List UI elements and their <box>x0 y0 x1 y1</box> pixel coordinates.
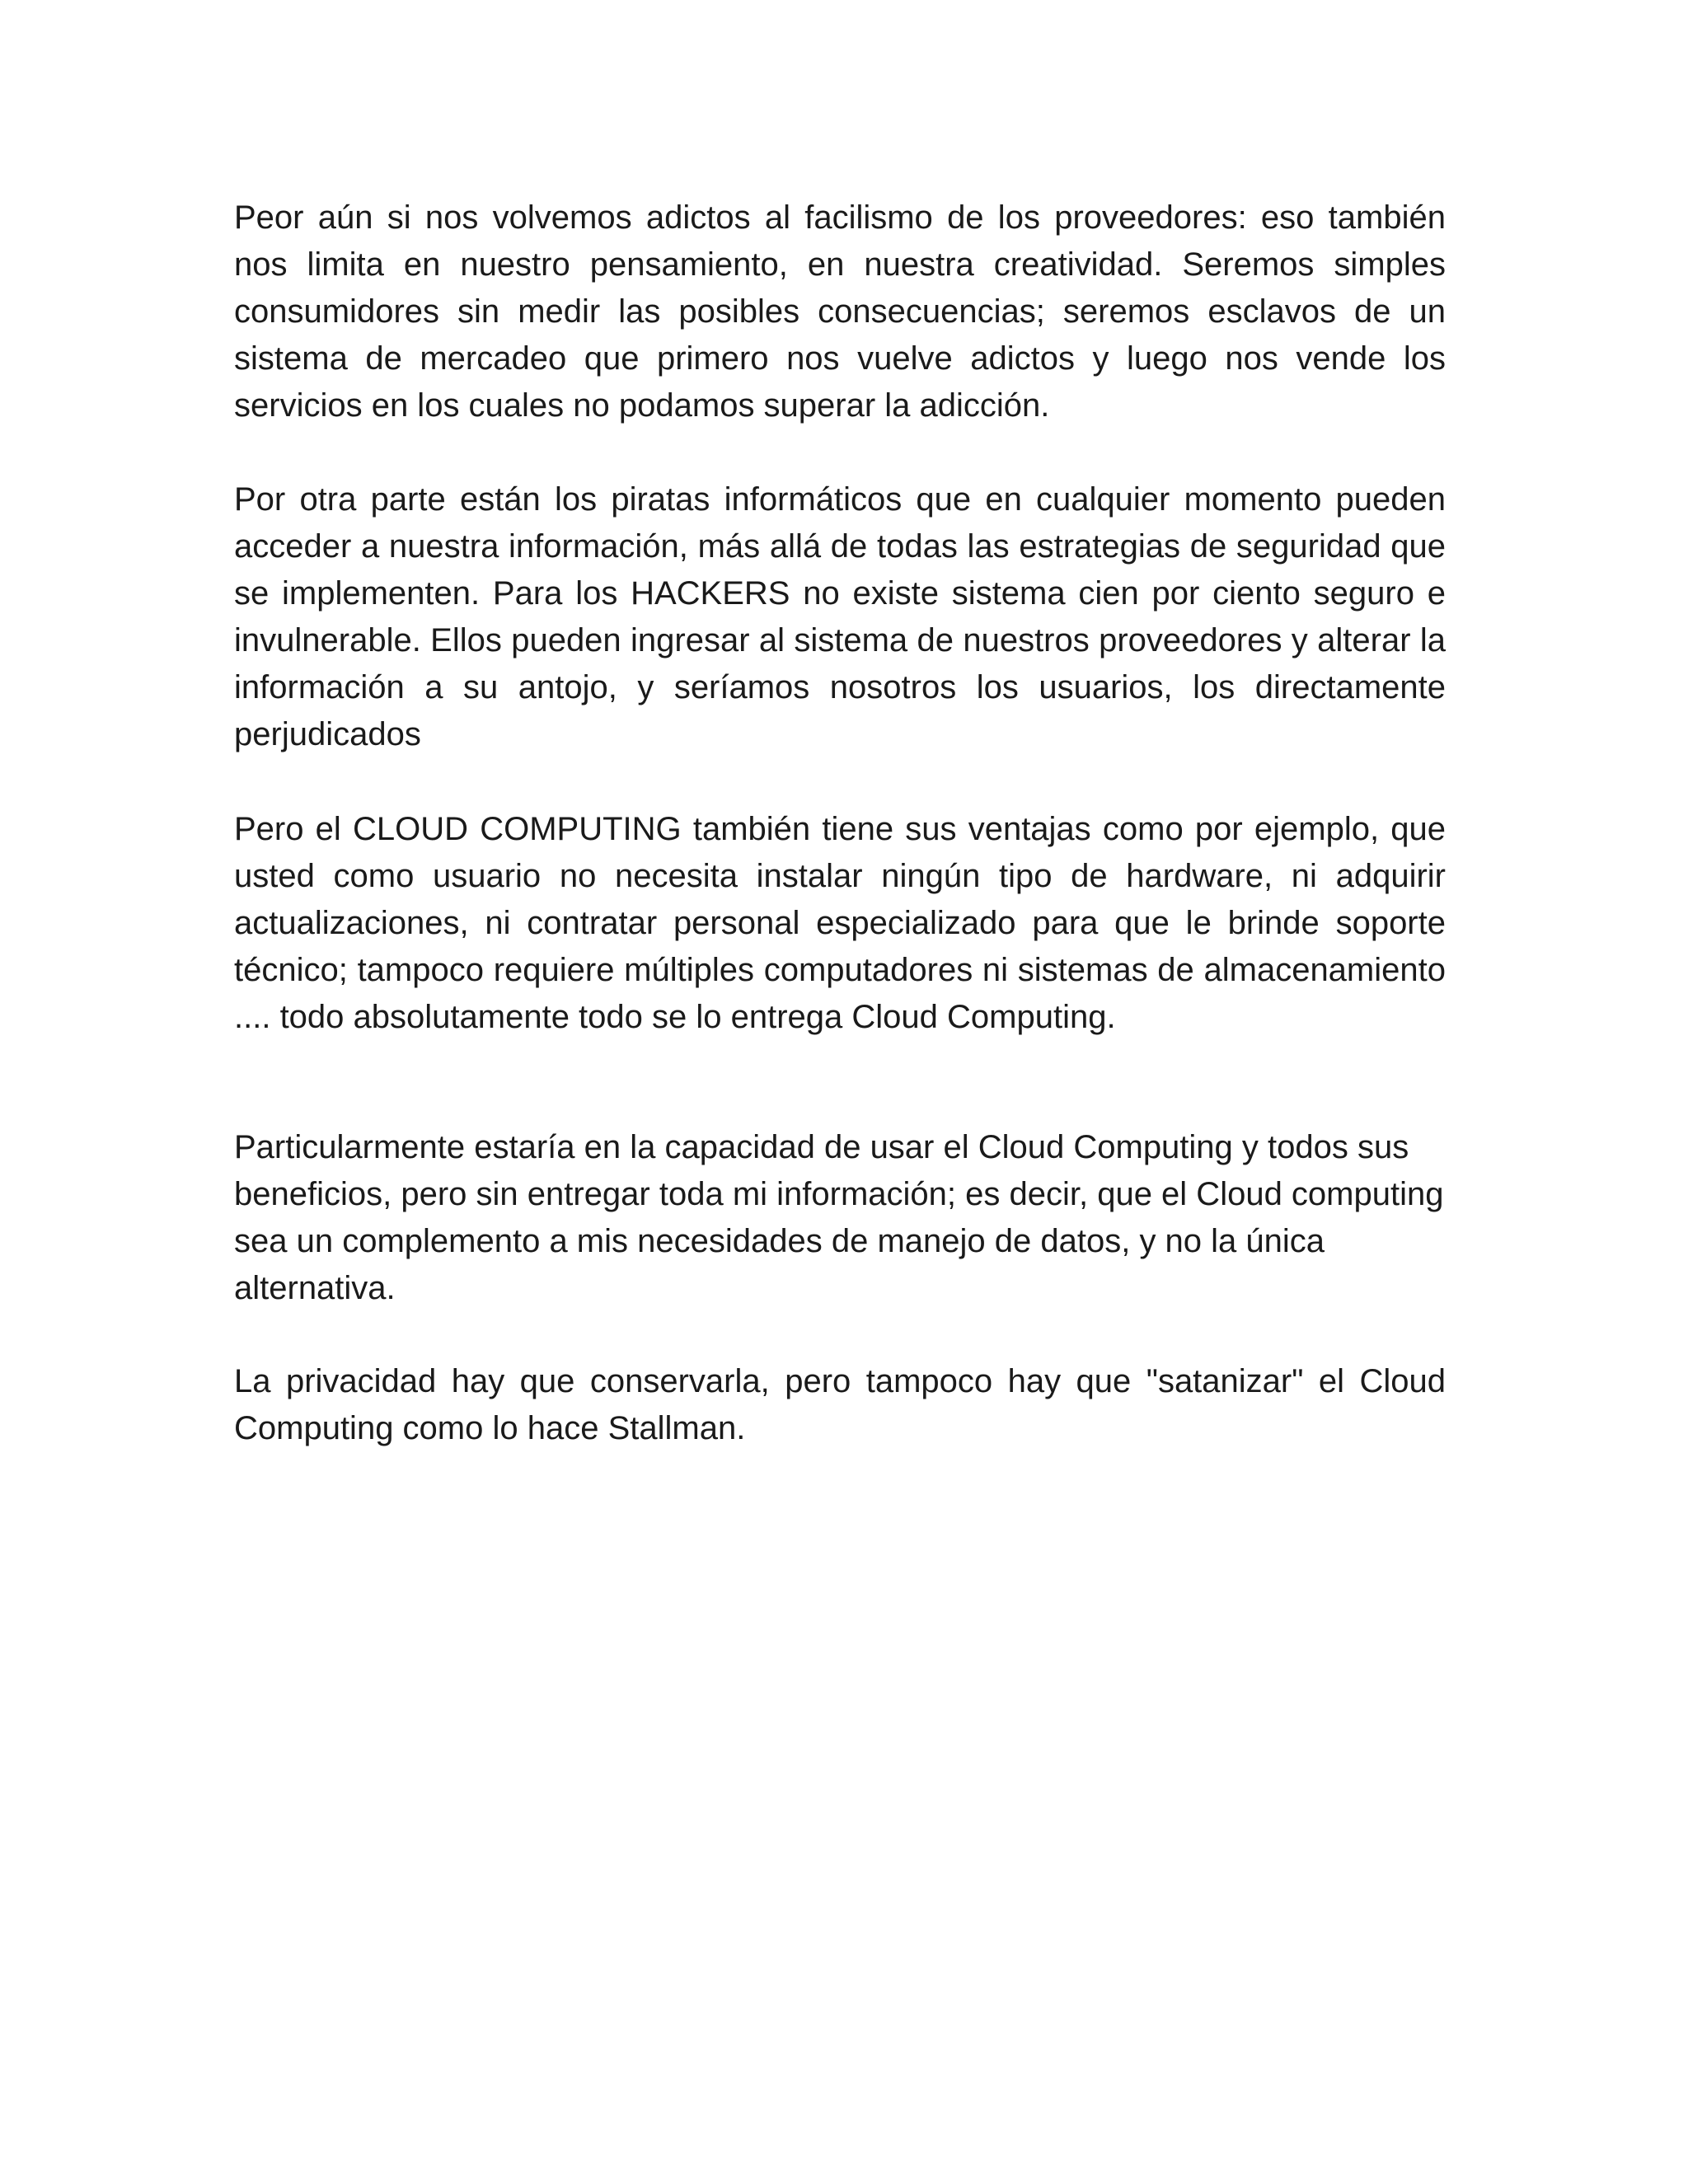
paragraph-5: La privacidad hay que conservarla, pero tampoco hay que "satanizar" el Cloud Computing como lo hace Stallman. <box>234 1363 1446 1446</box>
paragraph-3: Pero el CLOUD COMPUTING también tiene sus ventajas como por ejemplo, que usted como usuario no necesita instalar ningún tipo de hardware, ni adquirir actualizaciones, ni contratar personal especializado para que le brinde soporte técnico; tampoco requiere múltiples computadores ni sistemas de almacenamiento .... todo absolutamente todo se lo entrega Cloud Computing. <box>234 811 1446 1035</box>
paragraph-4: Particularmente estaría en la capacidad de usar el Cloud Computing y todos sus beneficios, pero sin entregar toda mi información; es decir, que el Cloud computing sea un complemento a mis necesidades de manejo de datos, y no la única alternativa. <box>234 1129 1444 1306</box>
paragraph-1: Peor aún si nos volvemos adictos al facilismo de los proveedores: eso también nos limita en nuestro pensamiento, en nuestra creatividad. Seremos simples consumidores sin medir las posibles consecuencias; seremos esclavos de un sistema de mercadeo que primero nos vuelve adictos y luego nos vende los servicios en los cuales no podamos superar la adicción. <box>234 199 1446 424</box>
paragraph-2: Por otra parte están los piratas informáticos que en cualquier momento pueden acceder a nuestra información, más allá de todas las estrategias de seguridad que se implementen. Para los HACKERS no existe sistema cien por ciento seguro e invulnerable. Ellos pueden ingresar al sistema de nuestros proveedores y alterar la información a su antojo, y seríamos nosotros los usuarios, los directamente perjudicados <box>234 481 1446 752</box>
